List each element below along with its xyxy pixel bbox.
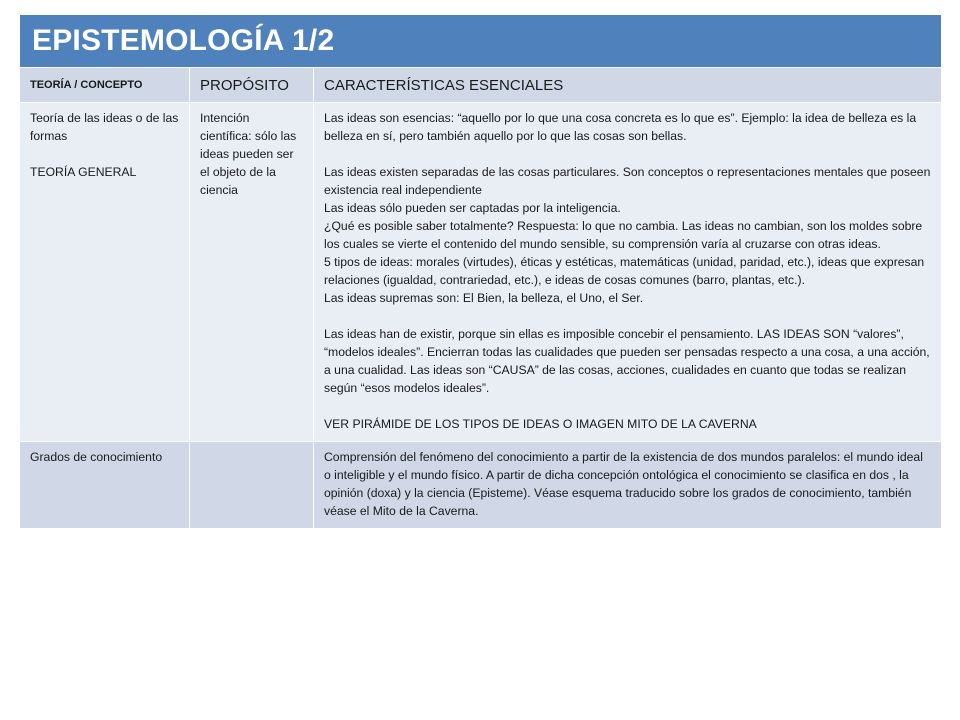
- characteristics-cell: Comprensión del fenómeno del conocimiento a partir de la existencia de dos mundos paralelos: el mundo ideal o inteligible y el mundo físico. A partir de dicha concepción ontológica el conocimiento se clasifica en dos , la opinión (doxa) y la ciencia (Episteme). Véase esquema traducido sobre los grados de conocimiento, también véase el Mito de la Caverna.: [314, 442, 942, 529]
- header-theory: TEORÍA / CONCEPTO: [20, 68, 190, 103]
- table-row: [20, 442, 942, 529]
- header-row: [20, 68, 942, 103]
- theory-cell: Grados de conocimiento: [20, 442, 190, 529]
- theory-subtitle: TEORÍA GENERAL: [30, 165, 137, 179]
- paragraph: Las ideas supremas son: El Bien, la belleza, el Uno, el Ser.: [324, 291, 644, 305]
- header-characteristics: CARACTERÍSTICAS ESENCIALES: [314, 68, 942, 103]
- epistemology-table: [19, 14, 942, 529]
- slide-title: EPISTEMOLOGÍA 1/2: [20, 15, 942, 68]
- header-purpose: PROPÓSITO: [190, 68, 314, 103]
- purpose-cell: Intención científica: sólo las ideas pueden ser el objeto de la ciencia: [190, 103, 314, 442]
- paragraph: Las ideas han de existir, porque sin ellas es imposible concebir el pensamiento. LAS IDEAS SON “valores”, “modelos ideales”. Encierran todas las cualidades que pueden ser pensadas respecto a una cosa, a una acción, a una cualidad. Las ideas son “CAUSA” de las cosas, acciones, cualidades en cuanto que todas se realizan según “esos modelos ideales”.: [324, 327, 930, 395]
- theory-cell: [20, 103, 190, 442]
- characteristics-cell: [314, 103, 942, 442]
- paragraph: Las ideas existen separadas de las cosas particulares. Son conceptos o representaciones mentales que poseen existencia real independiente: [324, 165, 931, 197]
- paragraph: Las ideas son esencias: “aquello por lo que una cosa concreta es lo que es”. Ejemplo: la idea de belleza es la belleza en sí, pero también aquello por lo que las cosas son bellas.: [324, 111, 917, 143]
- paragraph: Las ideas sólo pueden ser captadas por la inteligencia.: [324, 201, 621, 215]
- see-also-note: VER PIRÁMIDE DE LOS TIPOS DE IDEAS O IMAGEN MITO DE LA CAVERNA: [324, 417, 757, 431]
- purpose-cell: [190, 442, 314, 529]
- paragraph: 5 tipos de ideas: morales (virtudes), éticas y estéticas, matemáticas (unidad, paridad, etc.), ideas que expresan relaciones (igualdad, contrariedad, etc.), e ideas de cosas comunes (barro, plantas, etc.).: [324, 255, 925, 287]
- paragraph: ¿Qué es posible saber totalmente? Respuesta: lo que no cambia. Las ideas no cambian, son los moldes sobre los cuales se vierte el contenido del mundo sensible, su comprensión varía al cruzarse con otras ideas.: [324, 219, 923, 251]
- table-row: [20, 103, 942, 442]
- theory-name: Teoría de las ideas o de las formas: [30, 111, 179, 143]
